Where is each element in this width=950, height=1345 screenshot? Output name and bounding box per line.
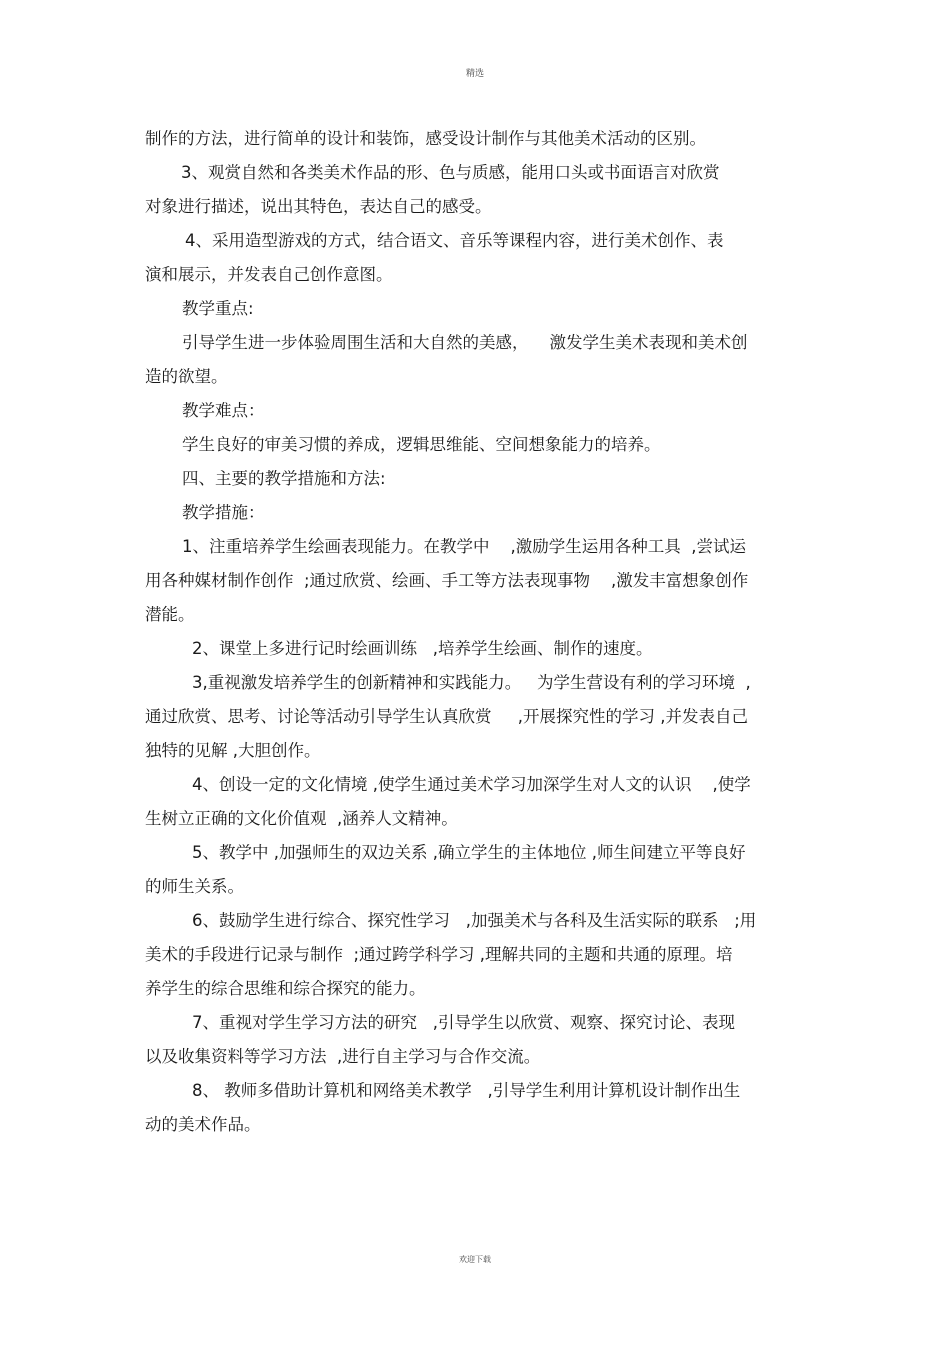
text-line: 动的美术作品。 <box>145 1115 261 1134</box>
page-footer: 欢迎下载 <box>459 1255 491 1264</box>
text-line: 3、观赏自然和各类美术作品的形、色与质感，能用口头或书面语言对欣赏 <box>181 163 720 182</box>
text-line: 演和展示，并发表自己创作意图。 <box>145 265 393 284</box>
text-line: 教学措施： <box>182 503 265 522</box>
document-body <box>145 122 813 1142</box>
text-line: 美术的手段进行记录与制作 ;通过跨学科学习 ,理解共同的主题和共通的原理。培 <box>145 945 733 964</box>
text-line: 4、创设一定的文化情境 ,使学生通过美术学习加深学生对人文的认识 ,使学 <box>192 775 751 794</box>
text-line: 潜能。 <box>145 605 195 624</box>
page-header: 精选 <box>465 69 484 79</box>
text-line: 学生良好的审美习惯的养成，逻辑思维能、空间想象能力的培养。 <box>182 435 661 454</box>
text-line: 1、注重培养学生绘画表现能力。在教学中 ,激励学生运用各种工具 ,尝试运 <box>182 537 746 556</box>
text-line: 独特的见解 ,大胆创作。 <box>145 741 321 760</box>
text-line: 2、课堂上多进行记时绘画训练 ,培养学生绘画、制作的速度。 <box>192 639 653 658</box>
text-line: 四、主要的教学措施和方法: <box>182 469 386 488</box>
text-line: 教学难点： <box>182 401 265 420</box>
text-line: 生树立正确的文化价值观 ,涵养人文精神。 <box>145 809 458 828</box>
text-line: 通过欣赏、思考、讨论等活动引导学生认真欣赏 ,开展探究性的学习 ,并发表自己 <box>145 707 748 726</box>
text-line: 以及收集资料等学习方法 ,进行自主学习与合作交流。 <box>145 1047 541 1066</box>
text-line: 3,重视激发培养学生的创新精神和实践能力。 为学生营设有利的学习环境 , <box>192 673 751 692</box>
text-line: 7、重视对学生学习方法的研究 ,引导学生以欣赏、观察、探究讨论、表现 <box>192 1013 735 1032</box>
text-line: 造的欲望。 <box>145 367 228 386</box>
text-line: 引导学生进一步体验周围生活和大自然的美感， 激发学生美术表现和美术创 <box>182 333 748 352</box>
text-line: 制作的方法，进行简单的设计和装饰，感受设计制作与其他美术活动的区别。 <box>145 129 706 148</box>
text-line: 养学生的综合思维和综合探究的能力。 <box>145 979 426 998</box>
text-line: 5、教学中 ,加强师生的双边关系 ,确立学生的主体地位 ,师生间建立平等良好 <box>192 843 746 862</box>
text-line: 教学重点: <box>182 299 254 318</box>
text-line: 4、采用造型游戏的方式，结合语文、音乐等课程内容，进行美术创作、表 <box>185 231 724 250</box>
text-line: 用各种媒材制作创作 ;通过欣赏、绘画、手工等方法表现事物 ,激发丰富想象创作 <box>145 571 749 590</box>
text-line: 6、鼓励学生进行综合、探究性学习 ,加强美术与各科及生活实际的联系 ;用 <box>192 911 757 930</box>
text-line: 的师生关系。 <box>145 877 244 896</box>
text-line: 对象进行描述，说出其特色，表达自己的感受。 <box>145 197 492 216</box>
text-line: 8、 教师多借助计算机和网络美术教学 ,引导学生利用计算机设计制作出生 <box>192 1081 741 1100</box>
